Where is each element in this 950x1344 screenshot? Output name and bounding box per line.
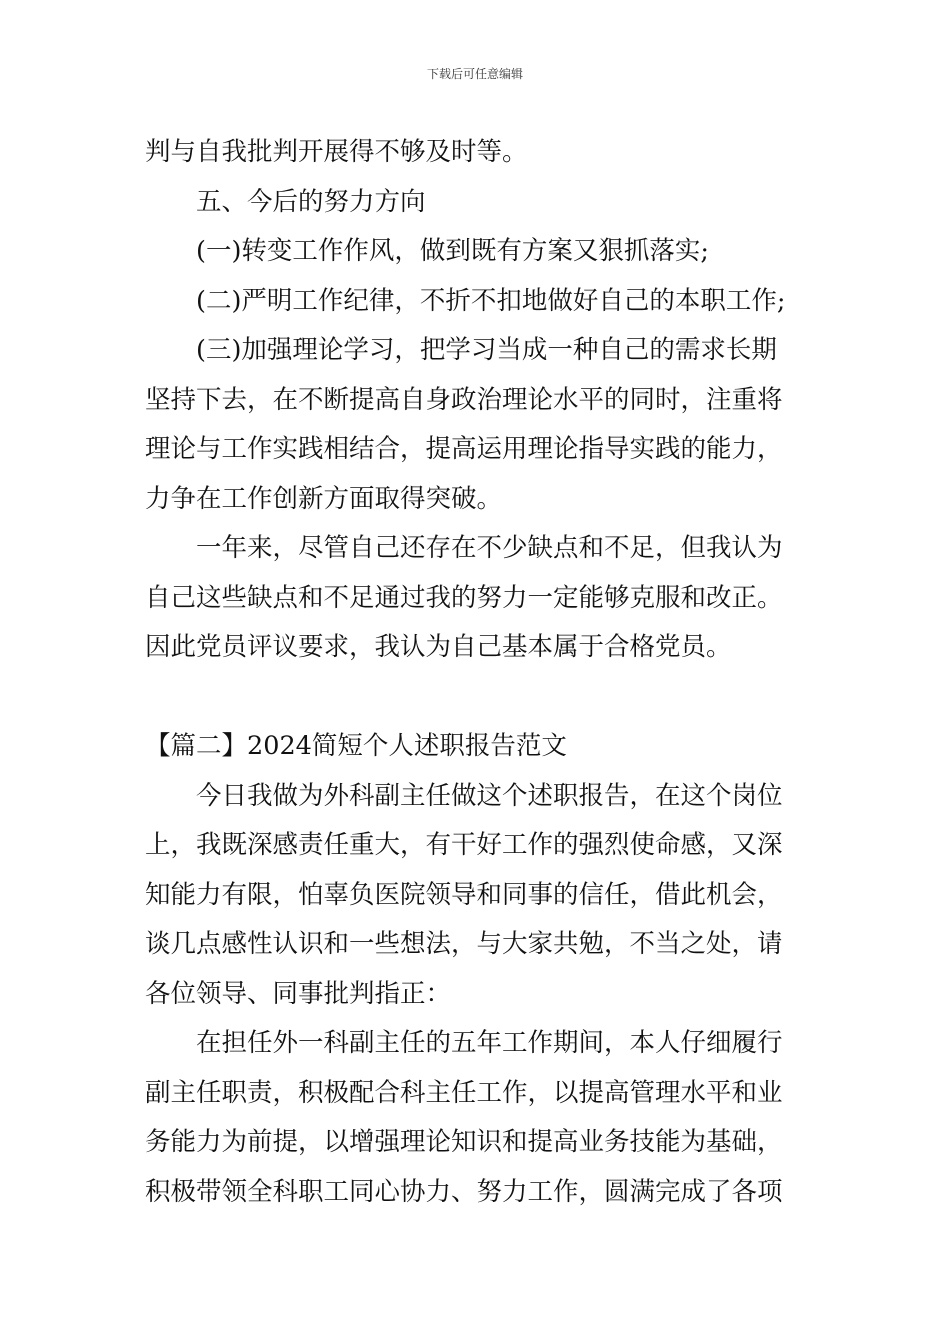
paragraph-start: 在担任外一科副主任的五年工作期间，本人仔细履行 — [196, 1028, 783, 1058]
paragraph-start: 一年来，尽管自己还存在不少缺点和不足，但我认为 — [196, 533, 783, 563]
document-body — [145, 128, 810, 1217]
blank-line — [145, 673, 810, 723]
text-line: 谈几点感性认识和一些想法，与大家共勉，不当之处，请 — [145, 929, 783, 959]
list-item: (一)转变工作作风，做到既有方案又狠抓落实; — [196, 236, 709, 266]
text-line: 知能力有限，怕辜负医院领导和同事的信任，借此机会， — [145, 879, 783, 910]
text-line: 力争在工作创新方面取得突破。 — [145, 483, 503, 514]
text-line: 判与自我批判开展得不够及时等。 — [145, 137, 528, 167]
text-line: 副主任职责，积极配合科主任工作，以提高管理水平和业 — [145, 1077, 783, 1108]
article-title: 【篇二】2024简短个人述职报告范文 — [145, 731, 567, 761]
text-line: 各位领导、同事批判指正： — [145, 978, 452, 1009]
paragraph-start: 今日我做为外科副主任做这个述职报告，在这个岗位 — [196, 780, 783, 811]
text-line: 务能力为前提，以增强理论知识和提高业务技能为基础， — [145, 1127, 783, 1157]
text-line: 因此党员评议要求，我认为自己基本属于合格党员。 — [145, 632, 732, 662]
section-heading: 五、今后的努力方向 — [196, 186, 426, 217]
list-item: (三)加强理论学习，把学习当成一种自己的需求长期 — [196, 335, 777, 365]
list-item: (二)严明工作纪律，不折不扣地做好自己的本职工作; — [196, 285, 786, 316]
page-header: 下载后可任意编辑 — [426, 67, 523, 81]
text-line: 自己这些缺点和不足通过我的努力一定能够克服和改正。 — [145, 582, 783, 613]
text-line: 积极带领全科职工同心协力、努力工作，圆满完成了各项 — [145, 1176, 783, 1207]
text-line: 坚持下去，在不断提高自身政治理论水平的同时，注重将 — [145, 384, 783, 415]
text-line: 理论与工作实践相结合，提高运用理论指导实践的能力， — [145, 434, 783, 464]
text-line: 上，我既深感责任重大，有干好工作的强烈使命感，又深 — [145, 830, 783, 860]
